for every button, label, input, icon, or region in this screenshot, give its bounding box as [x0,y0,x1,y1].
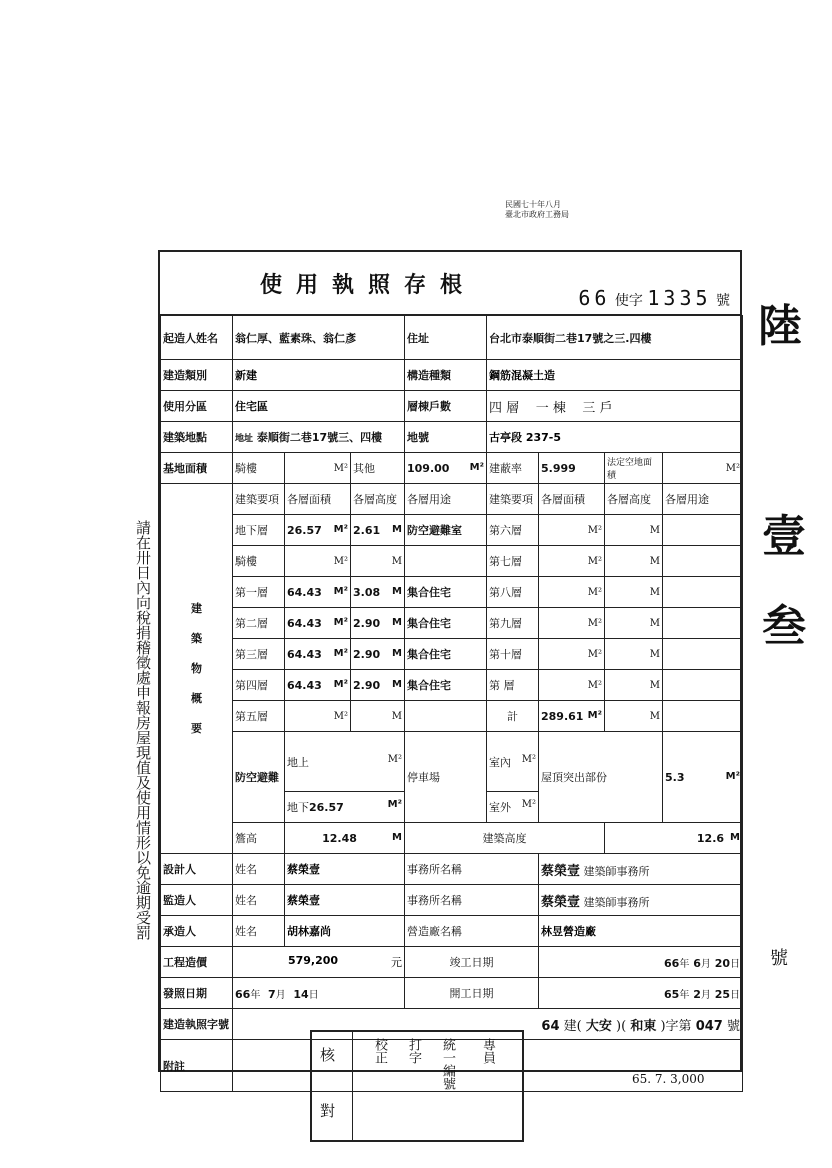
designer-office-label: 事務所名稱 [405,854,539,885]
site-sub: 地址 [235,434,254,444]
floor-area-right [539,608,605,639]
floor-area [285,546,351,577]
m-unit: M [649,524,660,536]
floor-name: 騎樓 [233,546,285,577]
permit-end: )字第 [660,1018,692,1034]
hdr-area-left: 各層面積 [285,484,351,515]
m2-unit: M² [333,616,348,628]
floor-row [161,701,743,732]
open-unit: M² [725,462,740,474]
m2-unit: M² [521,799,536,810]
stamp-divider [352,1032,353,1140]
open-label: 法定空地面積 [605,453,663,484]
site-value [233,422,405,453]
total-use [663,701,743,732]
cost-value [233,947,405,978]
arcade-value [285,453,351,484]
print-code: 65. 7. 3,000 [632,1072,705,1086]
floor-row [161,577,743,608]
floor-area [285,577,351,608]
top-stamp-line1: 民國七十年八月 [505,200,561,209]
floors-value [487,391,743,422]
group-construct: 建 [191,601,202,615]
eaves-value-text: 12.48 [322,831,357,845]
cost-label: 工程造價 [161,947,233,978]
day-unit: 日 [730,958,740,970]
floor-area-right [539,577,605,608]
bldg-unit: 棟 [552,400,566,416]
m-unit: M [730,831,740,843]
doc-word: 使字 [614,293,643,309]
floor-name: 第五層 [233,701,285,732]
year-unit: 年 [679,989,690,1001]
shelter-above-text: 地上 [287,755,309,769]
issue-month: 7 [267,987,276,1001]
contractor-firm-label: 營造廠名稱 [405,916,539,947]
floor-height [351,546,405,577]
bldg-height-text: 12.6 [696,831,725,845]
shelter-label: 防空避難 [233,732,285,823]
shelter-below-text: 26.57 [309,801,344,814]
arcade-unit: M² [333,462,348,474]
hdr-item-left: 建築要項 [233,484,285,515]
floor-area [285,608,351,639]
review-stamp [310,1030,524,1142]
floor-area-text: 64.43 [287,585,322,599]
parking-label: 停車場 [405,732,487,823]
title-row [160,252,740,315]
contractor-name-label: 姓名 [233,916,285,947]
floor-name-right: 第十層 [487,639,539,670]
hdr-use-right: 各層用途 [663,484,743,515]
floor-name-right: 第八層 [487,577,539,608]
hdr-height-right: 各層高度 [605,484,663,515]
permit-suffix: 號 [726,1018,740,1034]
floor-name: 第四層 [233,670,285,701]
supervisor-office-label: 事務所名稱 [405,885,539,916]
side-note: 請在卅日內向稅捐稽徵處申報房屋現值及使用情形以免逾期受罰 [134,520,152,940]
floor-area [285,639,351,670]
m-unit: M [392,831,402,843]
eaves-value [285,823,405,854]
arcade-label: 騎樓 [233,453,285,484]
m-unit: M [391,710,402,722]
floor-height-right [605,639,663,670]
parking-outdoor [487,792,539,823]
floor-height [351,670,405,701]
m2-unit: M² [333,678,348,690]
floor-height-text: 2.61 [353,523,381,537]
floor-use-right [663,670,743,701]
day-unit: 日 [308,989,319,1001]
supervisor-office-suffix: 建築師事務所 [583,895,650,909]
group-summary: 概 [191,691,202,705]
floor-use: 防空避難室 [405,515,487,546]
floor-area-text: 64.43 [287,616,322,630]
floor-row [161,608,743,639]
hdr-area-right: 各層面積 [539,484,605,515]
floor-height [351,701,405,732]
contractor-firm: 林昱營造廠 [539,916,743,947]
m2-unit: M² [333,585,348,597]
units-count: 三 [582,400,596,416]
floor-use-right [663,515,743,546]
m-unit: M [391,555,402,567]
year-unit: 年 [679,958,690,970]
start-month: 2 [693,987,701,1001]
roof-label: 屋頂突出部份 [539,732,663,823]
lot-label: 地號 [405,422,487,453]
floor-height [351,515,405,546]
floor-area-text: 64.43 [287,647,322,661]
doc-year: 66 [578,286,611,310]
other-unit: M² [469,461,484,473]
floor-height [351,577,405,608]
floor-height-right [605,546,663,577]
permit-dist1: 大安 [585,1018,612,1034]
stamp-col-1: 校正 [372,1038,387,1064]
ratio-label: 建蔽率 [487,453,539,484]
floor-height-text: 2.90 [353,678,381,692]
designer-office-name: 蔡榮壹 [541,863,581,879]
permit-build: 建( [563,1018,582,1034]
m-unit: M [649,710,660,722]
open-value [663,453,743,484]
supervisor-name-label: 姓名 [233,885,285,916]
floor-row [161,546,743,577]
structure-value: 鋼筋混凝土造 [487,360,743,391]
m-unit: M [392,523,402,535]
zone-label: 使用分區 [161,391,233,422]
issue-year: 66 [235,987,251,1001]
m-unit: M [392,616,402,628]
notes-label: 附註 [161,1040,233,1092]
outdoor-text: 室外 [489,801,511,814]
stamp-pair: 對 [320,1102,336,1120]
cost-value-text: 579,200 [287,954,339,967]
floor-area [285,670,351,701]
build-type-value: 新建 [233,360,405,391]
parking-indoor [487,732,539,792]
year-unit: 年 [250,989,261,1001]
floor-name: 第一層 [233,577,285,608]
month-unit: 月 [700,958,711,970]
m-unit: M [392,647,402,659]
m2-unit: M² [587,586,602,598]
floor-use [405,701,487,732]
done-month: 6 [693,956,701,970]
done-day: 20 [714,956,730,970]
floor-area-right [539,546,605,577]
shelter-below [285,792,405,823]
m2-unit: M² [587,524,602,536]
hdr-use-left: 各層用途 [405,484,487,515]
m-unit: M [392,585,402,597]
lot-value: 古亭段 237-5 [487,422,743,453]
month-unit: 月 [700,989,711,1001]
other-value-text: 109.00 [407,461,450,475]
floor-use-right [663,546,743,577]
total-height [605,701,663,732]
group-building: 築 [191,631,202,645]
top-stamp-line2: 臺北市政府工務局 [505,210,569,219]
floor-name-right: 第九層 [487,608,539,639]
site-value-text: 泰順街二巷17號三、四樓 [256,431,383,444]
floor-height-right [605,670,663,701]
floor-area-right [539,670,605,701]
group-essential: 要 [191,721,202,735]
doc-number [578,286,730,310]
structure-label: 構造種類 [405,360,487,391]
floor-height-text: 2.90 [353,647,381,661]
top-stamp [505,200,569,220]
m-unit: M [649,586,660,598]
roof-value [663,732,743,823]
m2-unit: M² [333,710,348,722]
floors-unit: 層 [506,400,520,416]
floor-name-right: 第七層 [487,546,539,577]
start-day: 25 [714,987,730,1001]
supervisor-label: 監造人 [161,885,233,916]
floor-use: 集合住宅 [405,639,487,670]
permit-mid: )( [616,1018,627,1034]
stamp-col-3: 統一編號 [440,1038,455,1090]
floor-name: 第二層 [233,608,285,639]
m2-unit: M² [587,617,602,629]
floor-row [161,670,743,701]
page-title: 使用執照存根 [260,272,477,298]
contractor-label: 承造人 [161,916,233,947]
start-label: 開工日期 [405,978,539,1009]
cost-unit: 元 [391,956,402,969]
start-year: 65 [664,987,680,1001]
designer-name: 蔡榮壹 [285,854,405,885]
supervisor-office-name: 蔡榮壹 [541,894,581,910]
done-label: 竣工日期 [405,947,539,978]
eaves-label: 簷高 [233,823,285,854]
site-label [161,422,233,453]
issue-day: 14 [293,987,309,1001]
stamp-col-2: 打字 [406,1038,421,1064]
hdr-item-right: 建築要項 [487,484,539,515]
floor-height [351,608,405,639]
units-unit: 戶 [599,400,613,416]
m-unit: M [392,678,402,690]
floor-name-right: 第六層 [487,515,539,546]
floor-height [351,639,405,670]
floor-name-right: 計 [487,701,539,732]
floor-height-right [605,515,663,546]
m2-unit: M² [333,523,348,535]
floor-area-text: 64.43 [287,678,322,692]
issue-date [233,978,405,1009]
ratio-value: 5.999 [539,453,605,484]
roof-value-text: 5.3 [665,770,685,784]
building-group-label [161,484,233,854]
m-unit: M [649,617,660,629]
margin-char-2: 壹 [762,511,806,562]
floor-area-right [539,515,605,546]
build-type-label: 建造類別 [161,360,233,391]
floor-height-text: 3.08 [353,585,381,599]
floor-use-right [663,608,743,639]
supervisor-name: 蔡榮壹 [285,885,405,916]
floor-area-text: 26.57 [287,523,322,537]
floors-count: 四 [489,400,503,416]
permit-table [160,315,743,1092]
permit-form [158,250,742,1072]
area-label: 基地面積 [161,453,233,484]
m2-unit: M² [587,709,602,721]
floor-row [161,639,743,670]
indoor-text: 室內 [489,755,511,769]
m2-unit: M² [387,799,402,810]
m2-unit: M² [333,647,348,659]
floor-area [285,515,351,546]
floor-use: 集合住宅 [405,577,487,608]
doc-serial: 1335 [647,286,712,310]
address-label: 住址 [405,316,487,360]
designer-office [539,854,743,885]
floor-area [285,701,351,732]
floor-use-right [663,639,743,670]
month-unit: 月 [275,989,286,1001]
day-unit: 日 [730,989,740,1001]
owner-value: 翁仁厚、藍素珠、翁仁彥 [233,316,405,360]
designer-office-suffix: 建築師事務所 [583,864,650,878]
m2-unit: M² [587,679,602,691]
floor-height-text: 2.90 [353,616,381,630]
floor-name-right: 第 層 [487,670,539,701]
bldg-height-label: 建築高度 [405,823,605,854]
m2-unit: M² [521,753,536,765]
owner-label: 起造人姓名 [161,316,233,360]
designer-label: 設計人 [161,854,233,885]
m-unit: M [649,555,660,567]
shelter-below-label: 地下 [287,801,309,814]
permit-dist2: 和東 [630,1018,657,1034]
stamp-col-4: 專員 [480,1038,495,1064]
m2-unit: M² [387,753,402,765]
floor-row [161,515,743,546]
designer-name-label: 姓名 [233,854,285,885]
shelter-above [285,732,405,792]
done-year: 66 [664,956,680,970]
m2-unit: M² [587,555,602,567]
m-unit: M [649,679,660,691]
m2-unit: M² [587,648,602,660]
bldg-height-value [605,823,743,854]
site-label-text: 建築地點 [163,431,207,444]
floor-name: 第三層 [233,639,285,670]
bldg-count: 一 [535,400,549,416]
issue-label: 發照日期 [161,978,233,1009]
hdr-height-left: 各層高度 [351,484,405,515]
total-area [539,701,605,732]
supervisor-office [539,885,743,916]
permit-num: 64 [541,1018,560,1034]
floors-label: 層棟戶數 [405,391,487,422]
margin-char-4: 號 [770,948,788,969]
floor-height-right [605,608,663,639]
floor-height-right [605,577,663,608]
group-object: 物 [191,661,202,675]
start-date [539,978,743,1009]
permit-no: 047 [695,1018,723,1034]
address-value: 台北市泰順街二巷17號之三.四樓 [487,316,743,360]
floor-use-right [663,577,743,608]
m2-unit: M² [333,555,348,567]
permit-label: 建造執照字號 [161,1009,233,1040]
other-value [405,453,487,484]
floor-use: 集合住宅 [405,608,487,639]
floor-use [405,546,487,577]
m-unit: M [649,648,660,660]
margin-char-3: 叁 [762,601,806,652]
floor-use: 集合住宅 [405,670,487,701]
m2-unit: M² [725,770,740,782]
other-label: 其他 [351,453,405,484]
floor-name: 地下層 [233,515,285,546]
doc-suffix: 號 [716,293,730,309]
total-area-text: 289.61 [541,709,584,723]
zone-value: 住宅區 [233,391,405,422]
contractor-name: 胡林嘉尚 [285,916,405,947]
floor-area-right [539,639,605,670]
margin-char-1: 陸 [758,301,802,352]
stamp-check: 核 [320,1046,336,1064]
done-date [539,947,743,978]
